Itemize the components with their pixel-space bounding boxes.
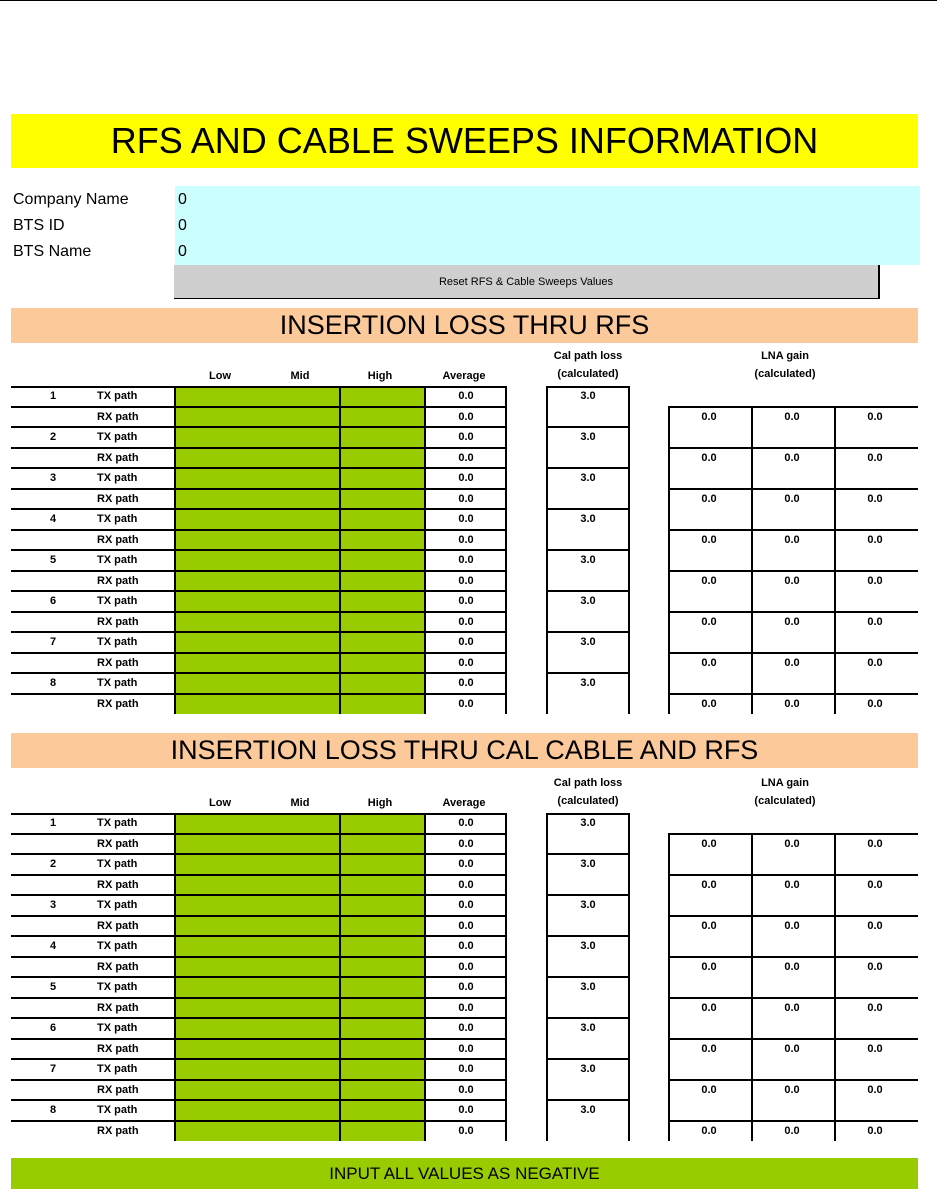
grid-line [546, 813, 630, 815]
table-row [0, 1121, 937, 1142]
lna-gain-value: 0.0 [867, 960, 883, 973]
row-number: 3 [49, 472, 57, 484]
average-value: 0.0 [458, 533, 474, 546]
path-label: RX path [97, 656, 139, 669]
grid-line [11, 426, 505, 428]
grid-line [11, 1058, 505, 1060]
grid-line [751, 833, 753, 1142]
lna-gain-value: 0.0 [867, 837, 883, 850]
row-number: 2 [49, 431, 57, 443]
header-mid: Mid [290, 370, 310, 382]
cal-path-loss-value: 3.0 [580, 431, 596, 443]
lna-gain-value: 0.0 [784, 574, 800, 587]
path-label: TX path [97, 1022, 138, 1034]
bts-name-label: BTS Name [13, 243, 92, 260]
grid-line [668, 570, 918, 572]
header-lna-gain: LNA gain [761, 350, 809, 362]
reset-sweeps-button[interactable]: Reset RFS & Cable Sweeps Values [174, 265, 880, 299]
grid-line [546, 549, 630, 551]
grid-line [174, 386, 176, 714]
section-title-rfs: INSERTION LOSS THRU RFS [11, 308, 918, 343]
average-value: 0.0 [458, 697, 474, 710]
path-label: RX path [97, 1042, 139, 1055]
grid-line [11, 935, 505, 937]
header-high: High [367, 370, 393, 382]
table-row [0, 834, 937, 855]
path-label: TX path [97, 1063, 138, 1075]
average-value: 0.0 [458, 656, 474, 669]
header-cal-path-loss: Cal path loss [553, 777, 623, 789]
grid-line [11, 853, 505, 855]
grid-line [11, 1120, 505, 1122]
grid-line [11, 529, 505, 531]
table-row [0, 998, 937, 1019]
lna-gain-value: 0.0 [867, 1124, 883, 1137]
table-row [0, 1100, 937, 1121]
grid-line [546, 813, 548, 1141]
grid-line [546, 508, 630, 510]
grid-line [668, 488, 918, 490]
grid-line [11, 652, 505, 654]
grid-line [11, 1079, 505, 1081]
lna-gain-value: 0.0 [867, 451, 883, 464]
insertion-loss-rfs-table [0, 386, 937, 714]
path-label: TX path [97, 817, 138, 829]
lna-gain-value: 0.0 [701, 410, 717, 423]
average-value: 0.0 [458, 431, 474, 443]
grid-line [668, 1079, 918, 1081]
average-value: 0.0 [458, 981, 474, 993]
average-value: 0.0 [458, 410, 474, 423]
table-row [0, 489, 937, 510]
grid-line [668, 652, 918, 654]
average-value: 0.0 [458, 513, 474, 525]
row-number: 6 [49, 595, 57, 607]
average-value: 0.0 [458, 492, 474, 505]
table-row [0, 427, 937, 448]
row-number: 5 [49, 554, 57, 566]
grid-line [11, 1017, 505, 1019]
lna-gain-value: 0.0 [701, 878, 717, 891]
row-number: 2 [49, 858, 57, 870]
lna-gain-value: 0.0 [701, 574, 717, 587]
path-label: TX path [97, 513, 138, 525]
path-label: TX path [97, 899, 138, 911]
path-label: RX path [97, 410, 139, 423]
lna-gain-value: 0.0 [701, 837, 717, 850]
lna-gain-value: 0.0 [784, 1083, 800, 1096]
average-value: 0.0 [458, 451, 474, 464]
header-lna-calculated: (calculated) [754, 368, 816, 380]
table-row [0, 936, 937, 957]
table-row [0, 468, 937, 489]
grid-line [546, 1058, 630, 1060]
info-panel [175, 186, 920, 265]
path-label: TX path [97, 472, 138, 484]
lna-gain-value: 0.0 [867, 615, 883, 628]
company-name-value[interactable]: 0 [178, 191, 187, 208]
grid-line [668, 406, 918, 408]
path-label: TX path [97, 940, 138, 952]
cal-path-loss-value: 3.0 [580, 636, 596, 648]
table-row [0, 571, 937, 592]
grid-line [668, 406, 670, 715]
lna-gain-value: 0.0 [867, 878, 883, 891]
table-row [0, 1018, 937, 1039]
cal-path-loss-value: 3.0 [580, 817, 596, 829]
path-label: TX path [97, 636, 138, 648]
grid-line [11, 611, 505, 613]
grid-line [11, 672, 505, 674]
lna-gain-value: 0.0 [701, 919, 717, 932]
lna-gain-value: 0.0 [784, 533, 800, 546]
path-label: RX path [97, 1124, 139, 1137]
table-row [0, 550, 937, 571]
grid-line [11, 549, 505, 551]
company-name-label: Company Name [13, 191, 129, 208]
grid-line [339, 813, 341, 1141]
row-number: 7 [49, 636, 57, 648]
average-value: 0.0 [458, 837, 474, 850]
table-row [0, 407, 937, 428]
lna-gain-value: 0.0 [867, 656, 883, 669]
grid-line [11, 467, 505, 469]
grid-line [546, 467, 630, 469]
path-label: TX path [97, 981, 138, 993]
average-value: 0.0 [458, 858, 474, 870]
bts-id-value[interactable]: 0 [178, 217, 187, 234]
lna-gain-value: 0.0 [701, 960, 717, 973]
row-number: 5 [49, 981, 57, 993]
path-label: TX path [97, 858, 138, 870]
grid-line [546, 1099, 630, 1101]
path-label: RX path [97, 492, 139, 505]
lna-gain-value: 0.0 [701, 1001, 717, 1014]
average-value: 0.0 [458, 390, 474, 402]
path-label: RX path [97, 574, 139, 587]
grid-line [11, 488, 505, 490]
section-title-cal-cable: INSERTION LOSS THRU CAL CABLE AND RFS [11, 733, 918, 768]
grid-line [668, 915, 918, 917]
header-low: Low [209, 370, 231, 382]
grid-line [546, 976, 630, 978]
grid-line [11, 406, 505, 408]
grid-line [11, 894, 505, 896]
average-value: 0.0 [458, 1124, 474, 1137]
average-value: 0.0 [458, 677, 474, 689]
path-label: RX path [97, 878, 139, 891]
grid-line [546, 426, 630, 428]
table-row [0, 530, 937, 551]
lna-gain-value: 0.0 [784, 656, 800, 669]
cal-path-loss-value: 3.0 [580, 513, 596, 525]
table-row [0, 895, 937, 916]
lna-gain-value: 0.0 [784, 410, 800, 423]
header-cal-path-loss: Cal path loss [553, 350, 623, 362]
grid-line [668, 1038, 918, 1040]
grid-line [11, 386, 505, 388]
lna-gain-value: 0.0 [701, 492, 717, 505]
table-row [0, 448, 937, 469]
header-high: High [367, 797, 393, 809]
grid-line [668, 529, 918, 531]
grid-line [628, 813, 630, 1141]
lna-gain-value: 0.0 [784, 697, 800, 710]
top-border-line [0, 0, 937, 1]
grid-line [546, 894, 630, 896]
bts-name-value[interactable]: 0 [178, 243, 187, 260]
lna-gain-value: 0.0 [784, 1001, 800, 1014]
table-row [0, 854, 937, 875]
grid-line [11, 693, 505, 695]
lna-gain-value: 0.0 [701, 656, 717, 669]
average-value: 0.0 [458, 1083, 474, 1096]
row-number: 4 [49, 513, 57, 525]
grid-line [11, 590, 505, 592]
table-row [0, 653, 937, 674]
grid-line [546, 853, 630, 855]
table-row [0, 386, 937, 407]
cal-path-loss-value: 3.0 [580, 390, 596, 402]
table-row [0, 977, 937, 998]
grid-line [11, 976, 505, 978]
lna-gain-value: 0.0 [784, 878, 800, 891]
cal-path-loss-value: 3.0 [580, 472, 596, 484]
row-number: 3 [49, 899, 57, 911]
header-average: Average [442, 370, 486, 382]
average-value: 0.0 [458, 960, 474, 973]
header-lna-gain: LNA gain [761, 777, 809, 789]
cal-path-loss-value: 3.0 [580, 981, 596, 993]
table-row [0, 1039, 937, 1060]
grid-line [546, 672, 630, 674]
lna-gain-value: 0.0 [784, 1042, 800, 1055]
lna-gain-value: 0.0 [784, 919, 800, 932]
cal-path-loss-value: 3.0 [580, 595, 596, 607]
average-value: 0.0 [458, 554, 474, 566]
grid-line [339, 386, 341, 714]
grid-line [11, 833, 505, 835]
path-label: RX path [97, 960, 139, 973]
path-label: TX path [97, 1104, 138, 1116]
input-negative-notice: INPUT ALL VALUES AS NEGATIVE [11, 1158, 918, 1189]
grid-line [546, 590, 630, 592]
grid-line [11, 874, 505, 876]
grid-line [424, 386, 426, 714]
lna-gain-value: 0.0 [867, 574, 883, 587]
bts-id-label: BTS ID [13, 217, 65, 234]
table-row [0, 591, 937, 612]
grid-line [11, 997, 505, 999]
lna-gain-value: 0.0 [867, 697, 883, 710]
grid-line [546, 631, 630, 633]
cal-path-loss-value: 3.0 [580, 899, 596, 911]
cal-path-loss-value: 3.0 [580, 858, 596, 870]
path-label: RX path [97, 451, 139, 464]
cal-path-loss-value: 3.0 [580, 1063, 596, 1075]
row-number: 4 [49, 940, 57, 952]
path-label: RX path [97, 1001, 139, 1014]
average-value: 0.0 [458, 899, 474, 911]
row-number: 7 [49, 1063, 57, 1075]
path-label: RX path [97, 533, 139, 546]
grid-line [424, 813, 426, 1141]
grid-line [11, 508, 505, 510]
average-value: 0.0 [458, 1104, 474, 1116]
path-label: RX path [97, 1083, 139, 1096]
header-cal-calculated: (calculated) [557, 368, 619, 380]
cal-path-loss-value: 3.0 [580, 554, 596, 566]
lna-gain-value: 0.0 [867, 1083, 883, 1096]
lna-gain-value: 0.0 [784, 451, 800, 464]
grid-line [668, 833, 670, 1142]
grid-line [668, 874, 918, 876]
row-number: 8 [49, 1104, 57, 1116]
grid-line [505, 813, 507, 1141]
table-row [0, 694, 937, 715]
grid-line [11, 1099, 505, 1101]
grid-line [174, 813, 176, 1141]
row-number: 8 [49, 677, 57, 689]
path-label: TX path [97, 390, 138, 402]
grid-line [11, 813, 505, 815]
insertion-loss-cal-cable-table [0, 813, 937, 1141]
table-row [0, 612, 937, 633]
grid-line [628, 386, 630, 714]
grid-line [505, 386, 507, 714]
grid-line [546, 386, 548, 714]
lna-gain-value: 0.0 [701, 451, 717, 464]
lna-gain-value: 0.0 [701, 1083, 717, 1096]
grid-line [11, 915, 505, 917]
lna-gain-value: 0.0 [701, 697, 717, 710]
cal-path-loss-value: 3.0 [580, 940, 596, 952]
grid-line [11, 956, 505, 958]
grid-line [11, 1038, 505, 1040]
grid-line [546, 386, 630, 388]
average-value: 0.0 [458, 919, 474, 932]
page-title: RFS AND CABLE SWEEPS INFORMATION [11, 114, 918, 168]
grid-line [668, 833, 918, 835]
lna-gain-value: 0.0 [867, 919, 883, 932]
table-row [0, 632, 937, 653]
cal-path-loss-value: 3.0 [580, 677, 596, 689]
grid-line [546, 935, 630, 937]
lna-gain-value: 0.0 [867, 1042, 883, 1055]
average-value: 0.0 [458, 595, 474, 607]
lna-gain-value: 0.0 [701, 615, 717, 628]
row-number: 6 [49, 1022, 57, 1034]
grid-line [11, 631, 505, 633]
path-label: RX path [97, 615, 139, 628]
lna-gain-value: 0.0 [867, 1001, 883, 1014]
lna-gain-value: 0.0 [784, 1124, 800, 1137]
table-row [0, 957, 937, 978]
header-lna-calculated: (calculated) [754, 795, 816, 807]
table-row [0, 1080, 937, 1101]
lna-gain-value: 0.0 [784, 492, 800, 505]
average-value: 0.0 [458, 940, 474, 952]
lna-gain-value: 0.0 [867, 410, 883, 423]
grid-line [834, 833, 836, 1142]
path-label: TX path [97, 677, 138, 689]
average-value: 0.0 [458, 1063, 474, 1075]
average-value: 0.0 [458, 1001, 474, 1014]
cal-path-loss-value: 3.0 [580, 1104, 596, 1116]
lna-gain-value: 0.0 [867, 533, 883, 546]
cal-path-loss-value: 3.0 [580, 1022, 596, 1034]
grid-line [751, 406, 753, 715]
header-low: Low [209, 797, 231, 809]
table-row [0, 875, 937, 896]
average-value: 0.0 [458, 817, 474, 829]
header-average: Average [442, 797, 486, 809]
grid-line [668, 693, 918, 695]
lna-gain-value: 0.0 [701, 533, 717, 546]
header-mid: Mid [290, 797, 310, 809]
table-row [0, 916, 937, 937]
average-value: 0.0 [458, 574, 474, 587]
grid-line [668, 1120, 918, 1122]
path-label: TX path [97, 595, 138, 607]
header-cal-calculated: (calculated) [557, 795, 619, 807]
grid-line [11, 570, 505, 572]
grid-line [668, 611, 918, 613]
path-label: TX path [97, 431, 138, 443]
table-row [0, 1059, 937, 1080]
row-number: 1 [49, 817, 57, 829]
grid-line [546, 1017, 630, 1019]
average-value: 0.0 [458, 878, 474, 891]
table-row [0, 673, 937, 694]
average-value: 0.0 [458, 615, 474, 628]
grid-line [668, 447, 918, 449]
table-row [0, 509, 937, 530]
lna-gain-value: 0.0 [784, 837, 800, 850]
lna-gain-value: 0.0 [784, 960, 800, 973]
lna-gain-value: 0.0 [701, 1042, 717, 1055]
path-label: RX path [97, 837, 139, 850]
row-number: 1 [49, 390, 57, 402]
grid-line [668, 997, 918, 999]
path-label: RX path [97, 919, 139, 932]
grid-line [11, 447, 505, 449]
average-value: 0.0 [458, 1022, 474, 1034]
average-value: 0.0 [458, 1042, 474, 1055]
lna-gain-value: 0.0 [701, 1124, 717, 1137]
lna-gain-value: 0.0 [784, 615, 800, 628]
path-label: RX path [97, 697, 139, 710]
table-row [0, 813, 937, 834]
grid-line [834, 406, 836, 715]
average-value: 0.0 [458, 472, 474, 484]
average-value: 0.0 [458, 636, 474, 648]
lna-gain-value: 0.0 [867, 492, 883, 505]
grid-line [668, 956, 918, 958]
path-label: TX path [97, 554, 138, 566]
